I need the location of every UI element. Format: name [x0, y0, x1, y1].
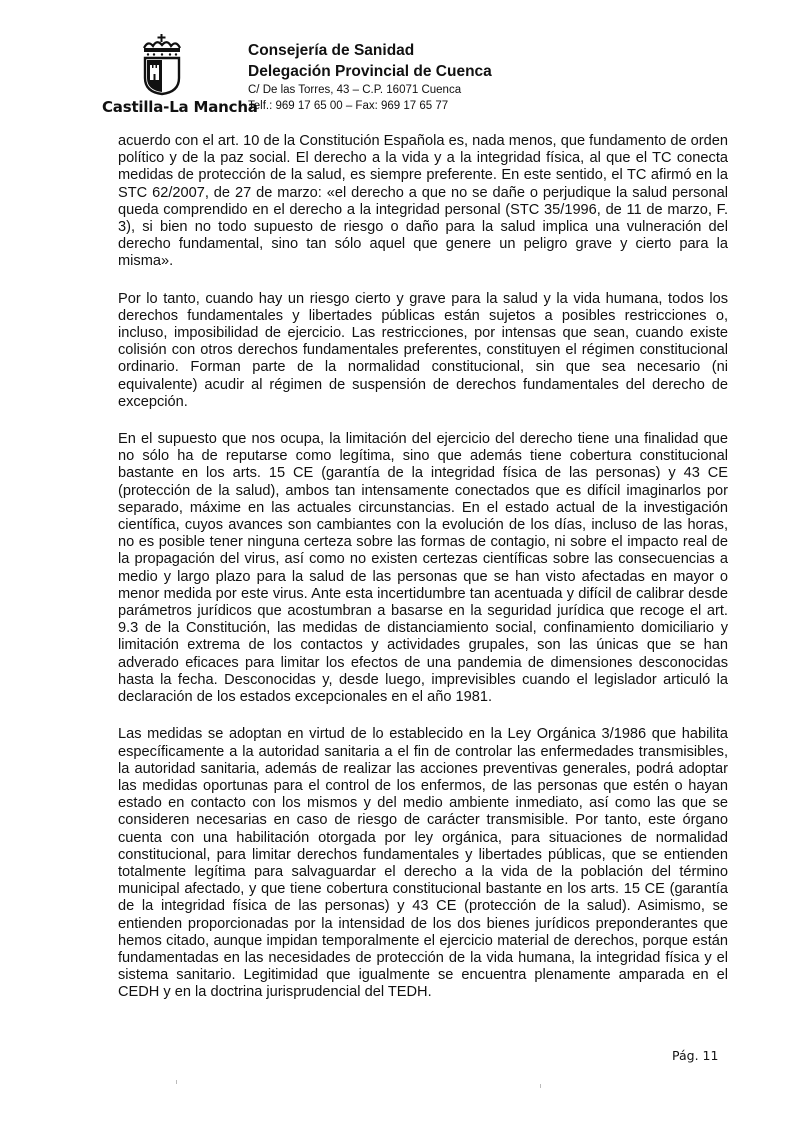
delegation-name: Delegación Provincial de Cuenca	[248, 63, 492, 80]
scan-speck	[176, 1080, 177, 1084]
scan-speck	[540, 1084, 541, 1088]
department-name: Consejería de Sanidad	[248, 42, 415, 59]
logo-block	[100, 32, 258, 122]
letterhead	[100, 32, 740, 122]
castilla-la-mancha-coat-of-arms-icon	[140, 34, 184, 96]
document-body	[118, 133, 728, 1022]
contact-block	[248, 40, 492, 114]
address-line: C/ De las Torres, 43 – C.P. 16071 Cuenca	[248, 84, 462, 96]
paragraph-3: En el supuesto que nos ocupa, la limitación del ejercicio del derecho tiene una finalidad que no sólo ha de reputarse como legítima, sino que además tiene cobertura constitucional bastante en los arts. 15 CE (garantía de la integridad física de las personas) y 43 CE (protección de la salud), ambos tan intensamente conectados que es difícil imaginarlos por separado, máxime en las actuales circunstancias. En el estado actual de la investigación científica, cuyos avances son cambiantes con la evolución de los días, incluso de las horas, no es posible tener ninguna certeza sobre las formas de contagio, ni sobre el impacto real de la propagación del virus, así como no existen certezas científicas sobre las consecuencias a medio y largo plazo para la salud de las personas que se han visto afectadas en mayor o menor medida por este virus. Ante esta incertidumbre tan acentuada y difícil de calibrar desde parámetros jurídicos que acostumbran a basarse en la seguridad jurídica que recoge el art. 9.3 de la Constitución, las medidas de distanciamiento social, confinamiento domiciliario y limitación extrema de los contactos y actividades grupales, son las únicas que se han adverado eficaces para limitar los efectos de una pandemia de dimensiones desconocidas hasta la fecha. Desconocidas y, desde luego, imprevisibles cuando el legislador articuló la declaración de los estados excepcionales en el año 1981.	[118, 431, 728, 706]
paragraph-4: Las medidas se adoptan en virtud de lo establecido en la Ley Orgánica 3/1986 que habilita específicamente a la autoridad sanitaria a el fin de controlar las enfermedades transmisibles, la autoridad sanitaria, además de realizar las acciones preventivas generales, podrá adoptar las medidas oportunas para el control de los enfermos, de las personas que estén o hayan estado en contacto con los mismos y del medio ambiente inmediato, así como las que se consideren necesarias en caso de riesgo de carácter transmisible. Por tanto, este órgano cuenta con una habilitación otorgada por ley orgánica, para situaciones de normalidad constitucional, para limitar derechos fundamentales y libertades públicas, que se entienden totalmente legítima para salvaguardar el derecho a la vida de la población del término municipal afectado, y que tiene cobertura constitucional bastante en los arts. 15 CE (garantía de la integridad física de las personas) y 43 CE (protección de la salud). Asimismo, se entienden proporcionadas por la intensidad de los dos bienes jurídicos preponderantes que hemos citado, aunque impidan temporalmente el ejercicio material de derechos, porque están fundamentadas en las necesidades de protección de la vida humana, la integridad física y el sistema sanitario. Legitimidad que igualmente se encuentra plenamente amparada en el CEDH y en la doctrina jurisprudencial del TEDH.	[118, 726, 728, 1001]
org-name: Castilla-La Mancha	[102, 98, 258, 116]
phone-line: Telf.: 969 17 65 00 – Fax: 969 17 65 77	[248, 100, 449, 112]
paragraph-1: acuerdo con el art. 10 de la Constitución Española es, nada menos, que fundamento de orden político y de la paz social. El derecho a la vida y a la integridad física, al que el TC conecta medidas de protección de la salud, es siempre preferente. En este sentido, el TC afirmó en la STC 62/2007, de 27 de marzo: «el derecho a que no se dañe o perjudique la salud personal queda comprendido en el derecho a la integridad personal (STC 35/1996, de 11 de marzo, F. 3), si bien no todo supuesto de riesgo o daño para la salud implica una vulneración del derecho fundamental, sino tan sólo aquel que genere un peligro grave y cierto para la misma».	[118, 133, 728, 270]
page-number: Pág. 11	[672, 1048, 719, 1063]
paragraph-2: Por lo tanto, cuando hay un riesgo cierto y grave para la salud y la vida humana, todos los derechos fundamentales y libertades públicas están sujetos a posibles restricciones o, incluso, imposibilidad de ejercicio. Las restricciones, por intensas que sean, cuando existe colisión con otros derechos fundamentales preferentes, constituyen el régimen constitucional ordinario. Forman parte de la normalidad constitucional, sin que sea necesario (ni equivalente) acudir al régimen de suspensión de derechos fundamentales del derecho de excepción.	[118, 290, 728, 410]
